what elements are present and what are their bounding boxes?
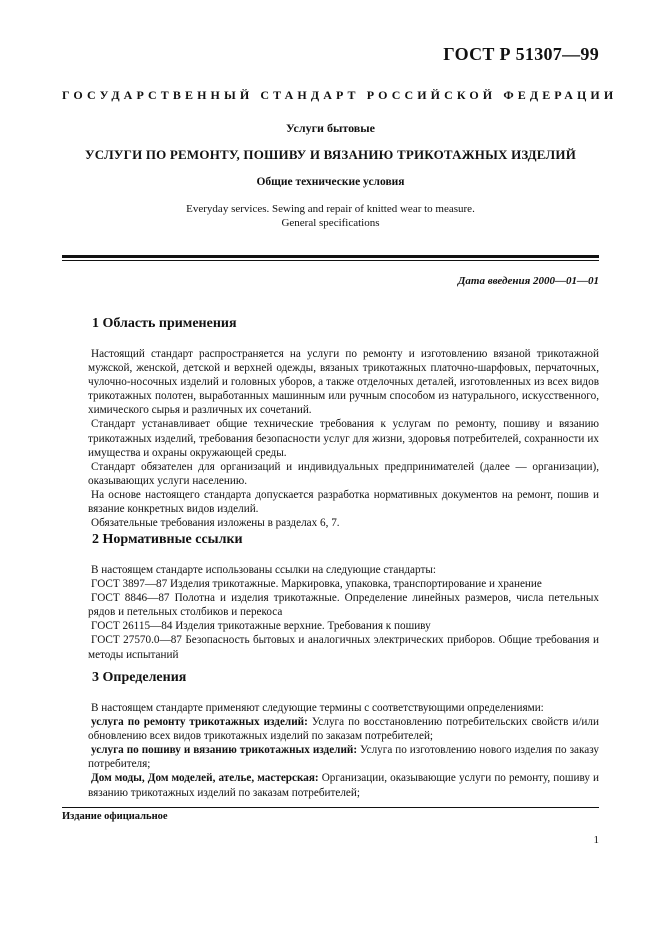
section-2-paragraph: В настоящем стандарте использованы ссылки на следующие стандарты: <box>91 564 436 576</box>
reference-item: ГОСТ 26115—84 Изделия трикотажные верхние. Требования к пошиву <box>91 620 431 633</box>
definition-term: услуга по ремонту трикотажных изделий: <box>91 716 308 729</box>
definition-item <box>88 771 599 799</box>
reference-item: ГОСТ 27570.0—87 Безопасность бытовых и аналогичных электрических приборов. Общие требования и методы испытаний <box>88 634 599 661</box>
section-1-paragraph: Настоящий стандарт распространяется на услуги по ремонту и изготовлению вязаной трикотажной мужской, женской, детской и верхней одежды, вязаных трикотажных платочно-шарфовых, перчаточных, чулочно-носочных изделий и головных уборов, а также отделочных деталей, изготовленных из всех видов трикотажных полотен, выработанных машинным или ручным способом из натурального, искусственного, химического сырья и различных их сочетаний. <box>88 348 599 417</box>
standard-title: УСЛУГИ ПО РЕМОНТУ, ПОШИВУ И ВЯЗАНИЮ ТРИКОТАЖНЫХ ИЗДЕЛИЙ <box>84 147 577 162</box>
english-title-line-2: General specifications <box>281 217 380 229</box>
english-title-line-1: Everyday services. Sewing and repair of knitted wear to measure. <box>186 203 475 215</box>
state-standard-heading: ГОСУДАРСТВЕННЫЙ СТАНДАРТ РОССИЙСКОЙ ФЕДЕРАЦИИ <box>62 88 618 102</box>
reference-item: ГОСТ 8846—87 Полотна и изделия трикотажные. Определение линейных размеров, числа петельных рядов и петельных столбиков и перекоса <box>88 592 599 619</box>
double-rule-thick <box>62 255 599 258</box>
standard-subtitle: Общие технические условия <box>256 176 405 188</box>
double-rule-thin <box>62 260 599 261</box>
footer-rule <box>62 807 599 808</box>
section-1-title: 1 Область применения <box>92 316 237 331</box>
section-1-paragraph: Обязательные требования изложены в разделах 6, 7. <box>91 517 340 530</box>
section-2-body <box>88 563 599 662</box>
section-2-title: 2 Нормативные ссылки <box>92 532 243 547</box>
section-3-body <box>88 701 599 800</box>
section-1-paragraph: Стандарт обязателен для организаций и индивидуальных предпринимателей (далее — организации), оказывающих услуги населению. <box>88 460 599 487</box>
standard-category: Услуги бытовые <box>286 121 375 135</box>
official-edition-label: Издание официальное <box>62 811 168 822</box>
definition-term: услуга по пошиву и вязанию трикотажных изделий: <box>91 744 358 757</box>
section-1-body <box>88 347 599 530</box>
section-3-title: 3 Определения <box>92 670 187 685</box>
section-3-paragraph: В настоящем стандарте применяют следующие термины с соответствующими определениями: <box>91 702 544 714</box>
definition-text: Услуга по изготовлению нового изделия по заказу потребителя; <box>88 744 599 771</box>
definition-text: Организации, оказывающие услуги по ремонту, пошиву и вязанию трикотажных изделий по заказам потребителей; <box>88 772 599 799</box>
introduction-date: Дата введения 2000—01—01 <box>457 275 599 287</box>
section-1-paragraph: Стандарт устанавливает общие технические требования к услугам по ремонту, пошиву и вязанию трикотажных изделий, требования безопасности услуг для жизни, здоровья потребителей, сохранности их имущества и охраны окружающей среды. <box>88 418 599 459</box>
page-number: 1 <box>593 834 599 846</box>
english-title <box>62 202 599 230</box>
reference-item: ГОСТ 3897—87 Изделия трикотажные. Маркировка, упаковка, транспортирование и хранение <box>91 578 542 591</box>
section-1-paragraph: На основе настоящего стандарта допускается разработка нормативных документов на ремонт, пошив и вязание конкретных видов изделий. <box>88 488 599 516</box>
document-code: ГОСТ Р 51307—99 <box>443 44 599 64</box>
definition-text: Услуга по восстановлению потребительских свойств и/или обновлению всех видов трикотажных изделий по заказам потребителей; <box>88 716 599 743</box>
definition-item <box>88 715 599 743</box>
definition-term: Дом моды, Дом моделей, ателье, мастерская: <box>91 772 319 785</box>
definition-item <box>88 743 599 771</box>
